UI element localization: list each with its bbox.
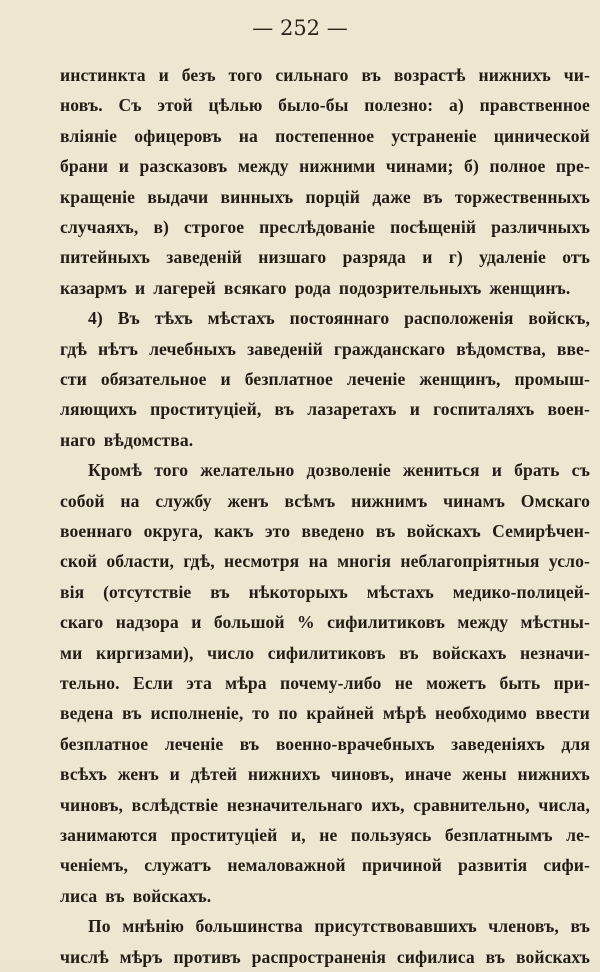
text-line: ми киргизами), число сифилитиковъ въ войскахъ незначи-	[60, 642, 590, 663]
text-line: новъ. Съ этой цѣлью было-бы полезно: а) правственное	[60, 95, 590, 116]
text-line: тельно. Если эта мѣра почему-либо не можетъ быть при-	[60, 673, 590, 693]
text-line: ведена въ исполненіе, то по крайней мѣрѣ необходимо ввести	[60, 703, 590, 724]
text-line: брани и разсказовъ между нижними чинами; б) полное пре-	[60, 156, 590, 177]
text-line: кращеніе выдачи винныхъ порцій даже въ торжественныхъ	[60, 186, 590, 207]
text-line: вліяніе офицеровъ на постепенное устраненіе цинической	[60, 125, 590, 146]
text-line: лиса въ войскахъ.	[60, 885, 212, 906]
text-line: числѣ мѣръ противъ распространенія сифилиса въ войскахъ	[60, 946, 590, 967]
text-line: чиновъ, вслѣдствіе незначительнаго ихъ, сравнительно, числа,	[60, 794, 590, 815]
text-line: Кромѣ того желательно дозволеніе жениться и брать съ	[88, 460, 590, 481]
text-line: сти обязательное и безплатное леченіе женщинъ, промыш-	[60, 369, 590, 389]
text-line: казармъ и лагерей всякаго рода подозрительныхъ женщинъ.	[60, 277, 571, 298]
text-line: наго вѣдомства.	[60, 429, 194, 450]
text-line: питейныхъ заведеній низшаго разряда и г) удаленіе отъ	[60, 247, 590, 268]
page-number: — 252 —	[252, 16, 348, 40]
text-line: По мнѣнію большинства присутствовавшихъ членовъ, въ	[88, 916, 590, 937]
text-line: всѣхъ женъ и дѣтей нижнихъ чиновъ, иначе жены нижнихъ	[60, 764, 590, 785]
text-line: гдѣ нѣтъ лечебныхъ заведеній гражданскаго вѣдомства, вве-	[60, 338, 590, 359]
text-line: ченіемъ, служатъ немаловажной причиной развитія сифи-	[60, 855, 590, 876]
text-line: скаго надзора и большой % сифилитиковъ между мѣстны-	[60, 612, 590, 633]
text-line: занимаются проституціей и, не пользуясь безплатнымъ ле-	[60, 825, 590, 845]
text-line: безплатное леченіе въ военно-врачебныхъ заведеніяхъ для	[60, 733, 590, 754]
text-line: инстинкта и безъ того сильнаго въ возрастѣ нижнихъ чи-	[60, 65, 590, 85]
text-line: военнаго округа, какъ это введено въ войскахъ Семирѣчен-	[60, 521, 590, 541]
text-line: ской области, гдѣ, несмотря на многія неблагопріятныя усло-	[60, 551, 590, 572]
text-line: вія (отсутствіе въ нѣкоторыхъ мѣстахъ медико-полицей-	[60, 581, 590, 602]
text-line: 4) Въ тѣхъ мѣстахъ постояннаго расположенія войскъ,	[88, 308, 590, 329]
text-line: ляющихъ проституціей, въ лазаретахъ и госпиталяхъ воен-	[60, 399, 590, 420]
text-line: собой на службу женъ всѣмъ нижнимъ чинамъ Омскаго	[60, 490, 590, 511]
text-line: случаяхъ, в) строгое преслѣдованіе посѣщеній различныхъ	[60, 217, 590, 237]
